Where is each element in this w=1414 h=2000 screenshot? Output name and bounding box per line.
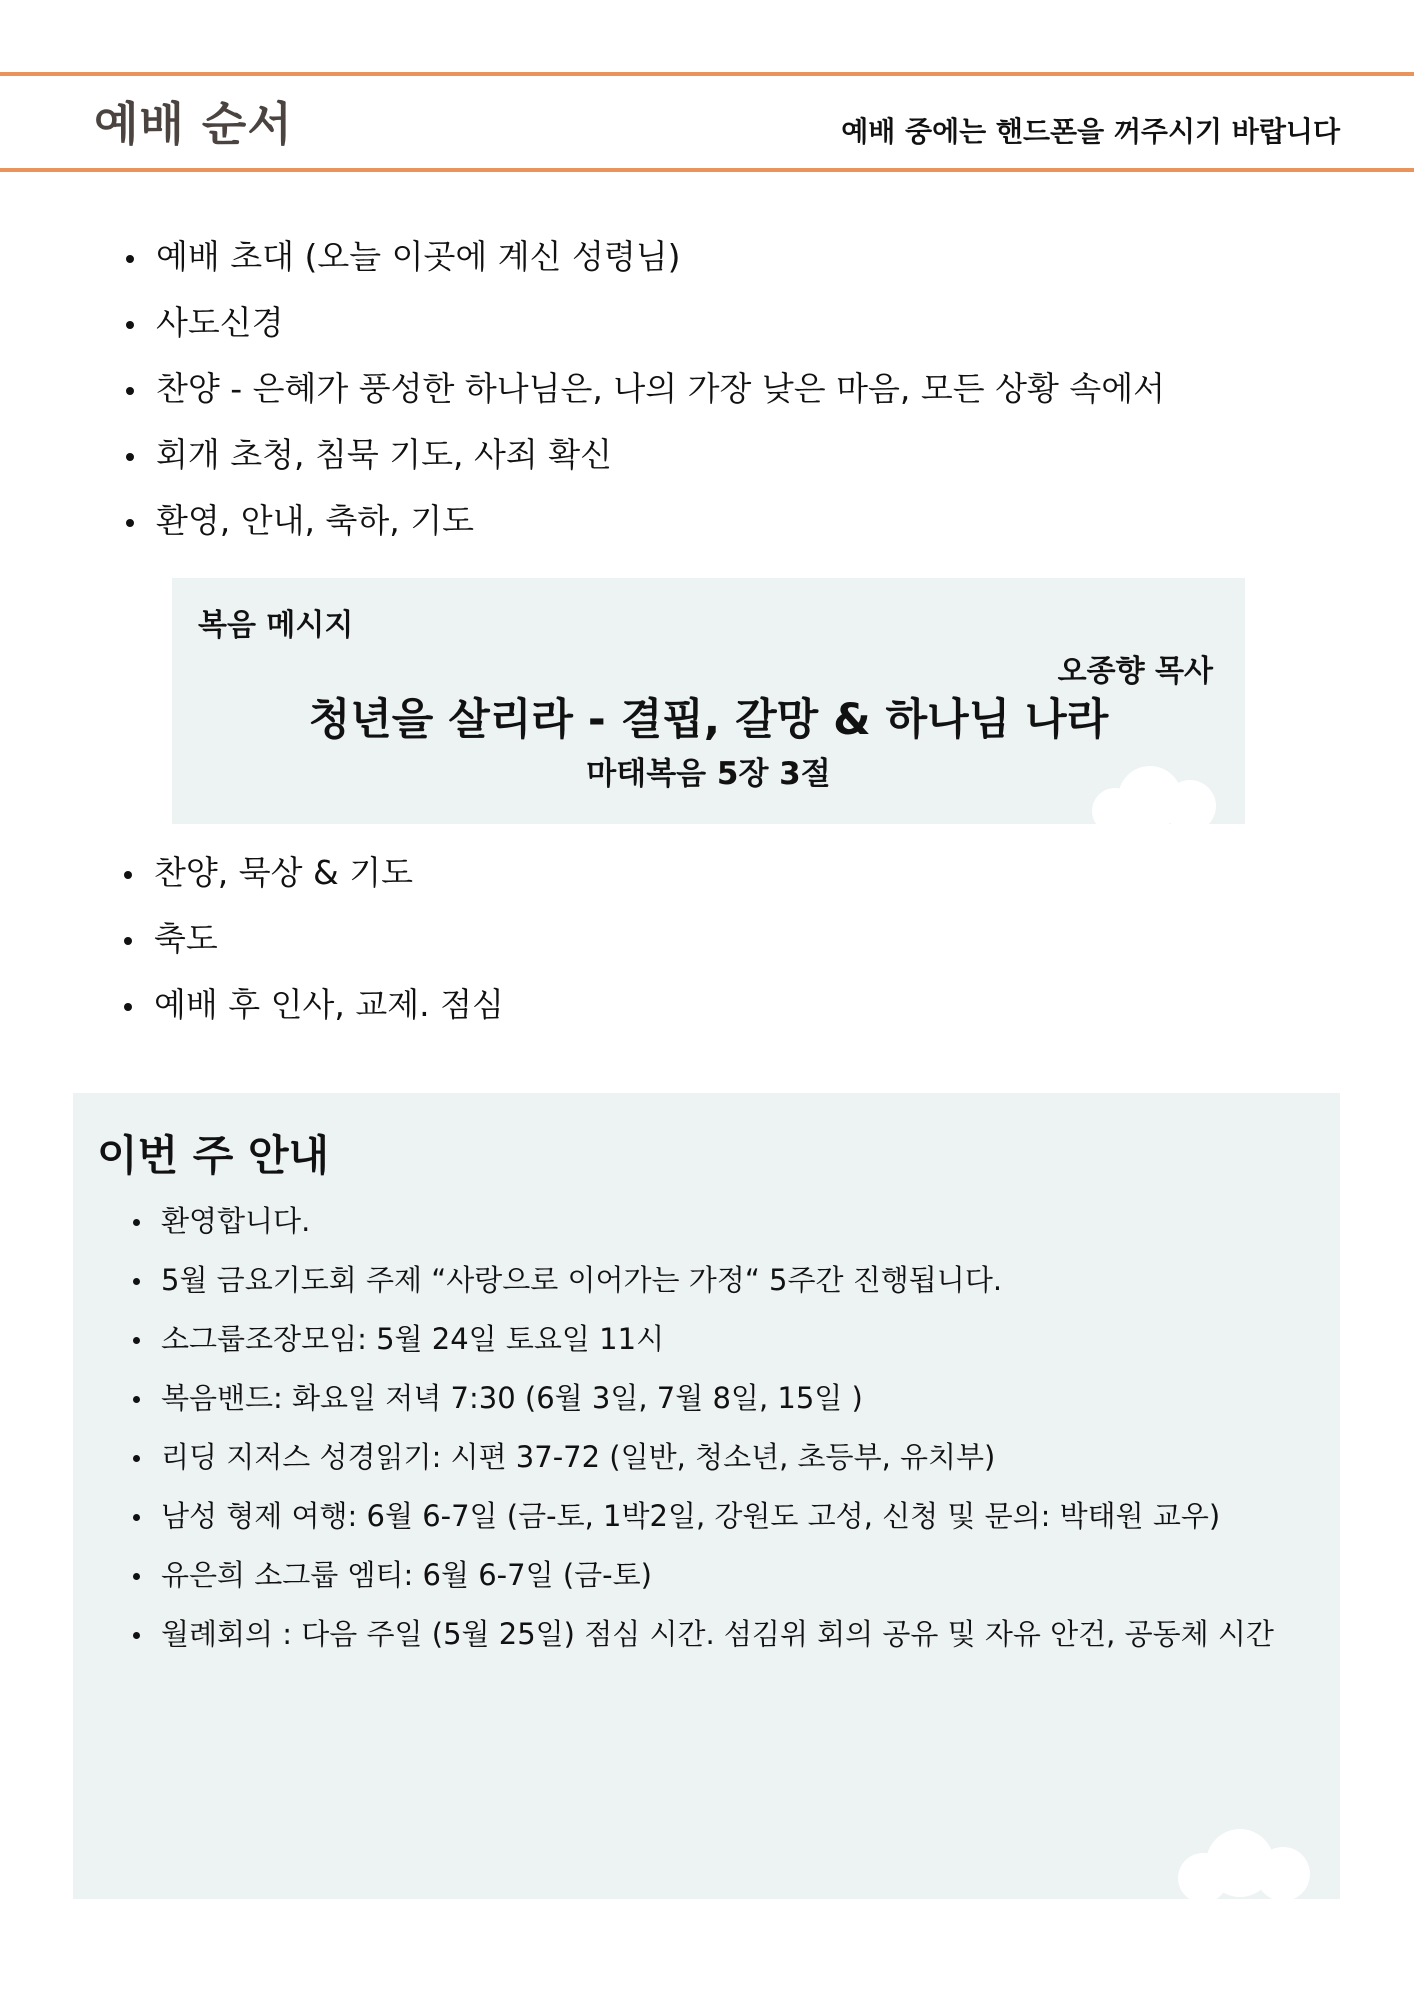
cloud-icon: [1092, 758, 1222, 824]
phone-notice: 예배 중에는 핸드폰을 꺼주시기 바랍니다: [841, 115, 1340, 148]
gospel-message-box: [172, 578, 1245, 824]
order-item: 축도: [124, 919, 504, 959]
announcement-item: 복음밴드: 화요일 저녁 7:30 (6월 3일, 7월 8일, 15일 ): [133, 1380, 1274, 1416]
sermon-title: 청년을 살리라 - 결핍, 갈망 & 하나님 나라: [308, 695, 1109, 745]
order-item: 찬양 - 은혜가 풍성한 하나님은, 나의 가장 낮은 마음, 모든 상황 속에서: [126, 369, 1165, 409]
announcement-item: 월례회의 : 다음 주일 (5월 25일) 점심 시간. 섬김위 회의 공유 및 자유 안건, 공동체 시간: [133, 1616, 1274, 1652]
order-item: 예배 후 인사, 교제. 점심: [124, 985, 504, 1025]
order-list-before: [126, 237, 1165, 567]
announcements-box: [73, 1093, 1340, 1899]
announcement-item: 남성 형제 여행: 6월 6-7일 (금-토, 1박2일, 강원도 고성, 신청 및 문의: 박태원 교우): [133, 1498, 1274, 1534]
order-item: 사도신경: [126, 303, 1165, 343]
announcements-title: 이번 주 안내: [97, 1131, 330, 1180]
cloud-icon: [1178, 1823, 1312, 1899]
message-label: 복음 메시지: [198, 608, 354, 643]
page-title: 예배 순서: [94, 97, 293, 151]
header-top-rule: [0, 72, 1414, 76]
announcement-item: 환영합니다.: [133, 1203, 1274, 1239]
header-bottom-rule: [0, 168, 1414, 172]
announcement-item: 리딩 지저스 성경읽기: 시편 37-72 (일반, 청소년, 초등부, 유치부): [133, 1439, 1274, 1475]
announcement-item: 5월 금요기도회 주제 “사랑으로 이어가는 가정“ 5주간 진행됩니다.: [133, 1262, 1274, 1298]
order-list-after: [124, 853, 504, 1051]
announcement-item: 소그룹조장모임: 5월 24일 토요일 11시: [133, 1321, 1274, 1357]
order-item: 환영, 안내, 축하, 기도: [126, 501, 1165, 541]
order-item: 회개 초청, 침묵 기도, 사죄 확신: [126, 435, 1165, 475]
sermon-verse: 마태복음 5장 3절: [586, 756, 831, 792]
announcement-item: 유은희 소그룹 엠티: 6월 6-7일 (금-토): [133, 1557, 1274, 1593]
message-pastor: 오종향 목사: [1057, 654, 1213, 689]
announcements-list: [133, 1203, 1274, 1675]
order-item: 예배 초대 (오늘 이곳에 계신 성령님): [126, 237, 1165, 277]
order-item: 찬양, 묵상 & 기도: [124, 853, 504, 893]
